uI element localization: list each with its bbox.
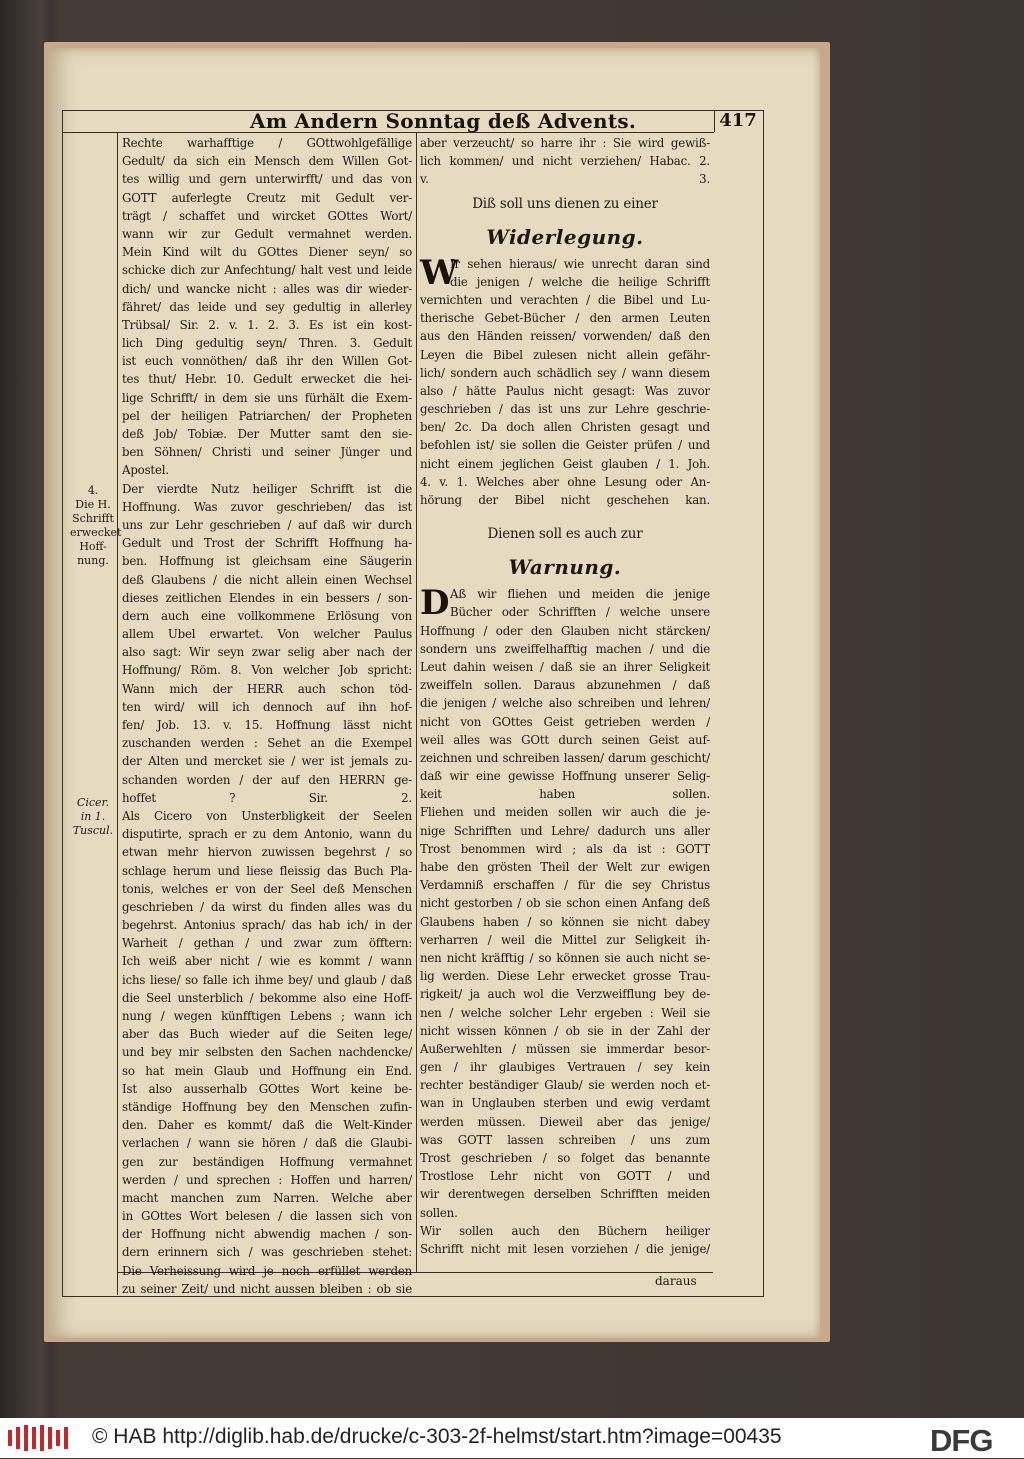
text-line: in GOttes Wort belesen / die lassen sich von (122, 1209, 412, 1224)
text-line: Glaubens haben / so können sie nicht dabey (420, 914, 710, 929)
text-line: Ist also ausserhalb GOttes Wort keine be- (122, 1081, 412, 1096)
text-line: Trübsal/ Sir. 2. v. 1. 2. 3. Es ist ein kost- (122, 317, 412, 332)
text-line: Hoffnung / oder den Glauben nicht stärcken/ (420, 623, 710, 638)
text-line: schanden worden / der auf den HERRN ge- (122, 772, 412, 787)
hab-logo-bars (8, 1425, 68, 1451)
text-line: begehrst. Antonius sprach/ das hab ich/ in der (122, 918, 412, 933)
heading-widerlegung: Widerlegung. (486, 224, 644, 249)
text-line: geschrieben / da wirst du finden alles was du (122, 899, 412, 914)
text-line: fähret/ das leide und sey gedultig in allerley (122, 299, 412, 314)
text-line: nen nicht kräfftig / so können sie auch nicht se- (420, 950, 710, 965)
hab-logo-bar (48, 1427, 52, 1449)
text-line: v. 3. (420, 172, 710, 187)
text-line: den. Daher es kommt/ daß die Welt-Kinder (122, 1118, 412, 1133)
hab-logo-bar (24, 1425, 28, 1451)
text-line: Trostlose Lehr nicht von GOTT / und (420, 1169, 710, 1184)
right-column (420, 134, 710, 1258)
heading-intro-2: Dienen soll es auch zur (487, 526, 643, 543)
text-line: dieses zeitlichen Elendes in ein bessers / son- (122, 590, 412, 605)
text-line: also / hätte Paulus nicht gesagt: Was zuvor (420, 383, 710, 398)
text-line: Leyen die Bibel zulesen nicht allein gefähr- (420, 347, 710, 362)
text-line: wir derentwegen derselben Schrifften meiden (420, 1187, 710, 1202)
text-line: lig werden. Diese Lehr erwecket grosse Trau- (420, 969, 710, 984)
heading-warnung: Warnung. (508, 555, 622, 580)
paragraph-lines (420, 291, 710, 509)
text-line: gen / ihr glaubiges Vertrauen / sey kein (420, 1060, 710, 1075)
paragraph-warnung (420, 585, 710, 1258)
margin-note-line: Die H. (75, 498, 111, 511)
catchword: daraus (655, 1274, 697, 1288)
text-line: schlage herum und liese fleissig das Buch Pla- (122, 863, 412, 878)
text-line: Bücher oder Schrifften / welche unsere (450, 605, 710, 620)
text-line: Verdamniß erschaffen / für die sey Christus (420, 878, 710, 893)
text-line: Hoffnung/ Röm. 8. Von welcher Job spricht: (122, 663, 412, 678)
hab-logo-bar (32, 1427, 36, 1449)
hab-logo-bar (16, 1427, 20, 1449)
text-line: Außerwehlten / müssen sie immerdar besor- (420, 1041, 710, 1056)
text-line: nicht einem jeglichen Geist glauben / 1. Joh. (420, 456, 710, 471)
text-line: hoffet ? Sir. 2. (122, 790, 412, 805)
text-line: etwan mehr hiervon zuwissen begehrst / so (122, 845, 412, 860)
margin-note-line: Tuscul. (72, 824, 114, 837)
text-line: Warheit / gethan / und zwar zum öfftern: (122, 936, 412, 951)
drop-initial: W (420, 252, 458, 293)
margin-note-line: in 1. (80, 810, 106, 823)
text-line: deß Glaubens / die nicht allein einen Wechsel (122, 572, 412, 587)
text-line: Als Cicero von Unsterbligkeit der Seelen (122, 808, 412, 823)
text-line: lige Schrifft/ in dem sie uns fürhält die Exem- (122, 390, 412, 405)
margin-note-line: erwecket (70, 526, 122, 539)
text-line: gen zur beständigen Hoffnung vermahnet (122, 1154, 412, 1169)
dfg-logo-icon: DFG (930, 1423, 993, 1458)
text-line: zuschanden werden : Sehet an die Exempel (122, 736, 412, 751)
margin-rule (117, 132, 118, 1295)
text-line: dich/ und wancke nicht : alles was dir wieder- (122, 281, 412, 296)
text-line: ist euch vonnöthen/ daß ihr den Willen Got- (122, 354, 412, 369)
text-line: ben/ 2c. Da doch allen Christen gesagt und (420, 420, 710, 435)
text-line: uns zur Lehr geschrieben / auf daß wir durch (122, 517, 412, 532)
text-line: sondern uns zweiffelhafftig machen / und die (420, 641, 710, 656)
paragraph-first-lines (420, 583, 710, 624)
text-line: tes willig und gern unterwirfft/ und das von (122, 172, 412, 187)
margin-note-line: Schrifft (72, 512, 114, 525)
text-line: dern auch eine vollkommene Erlösung von (122, 608, 412, 623)
text-line: Der vierdte Nutz heiliger Schrifft ist die (122, 481, 412, 496)
text-line: aber das Buch wieder auf die Seiten lege/ (122, 1027, 412, 1042)
text-line: ichs liese/ so falle ich ihme bey/ und glaub / daß (122, 972, 412, 987)
right-column-top (420, 134, 710, 189)
text-line: daß wir eine gewisse Hoffnung unserer Selig- (420, 769, 710, 784)
text-line: allem Ubel erwartet. Von welcher Paulus (122, 627, 412, 642)
text-line: aus den Händen reissen/ vorwenden/ daß den (420, 329, 710, 344)
text-line: Apostel. (122, 463, 169, 478)
margin-note-line: nung. (77, 554, 109, 567)
text-line: werden müssen. Dieweil aber das jenige/ (420, 1114, 710, 1129)
text-line: sollen. (420, 1205, 458, 1220)
heading-intro-1: Diß soll uns dienen zu einer (472, 195, 658, 212)
text-line: befohlen ist/ sie sollen die Geister prüfen / und (420, 438, 710, 453)
text-line: GOTT auferlegte Creutz mit Gedult ver- (122, 190, 412, 205)
text-line: ben. Hoffnung ist gleichsam eine Säugerin (122, 554, 412, 569)
margin-note-hope (70, 484, 122, 568)
footer-citation-link[interactable]: © HAB http://diglib.hab.de/drucke/c-303-2f-helmst/start.htm?image=00435 (92, 1425, 782, 1448)
text-line: deß Job/ Tobiæ. Der Mutter samt den sie- (122, 427, 412, 441)
text-line: ben Söhnen/ Christi und seiner Jünger und (122, 445, 412, 460)
text-line: Mein Kind wilt du GOttes Diener seyn/ so (122, 245, 412, 260)
text-line: so hat mein Glaub und Hoffnung ein End. (122, 1063, 412, 1078)
text-line: Trost benommen wird ; als da ist : GOTT (420, 841, 710, 856)
text-line: nige Schrifften und Lehre/ dadurch uns aller (420, 823, 710, 838)
text-line: verlachen / wann sie hören / daß die Glaubi- (122, 1136, 412, 1151)
hab-logo-bar (8, 1430, 12, 1446)
text-line: also sagt: Wir seyn zwar selig aber nach der (122, 645, 412, 660)
margin-note-line: Hoff- (79, 540, 107, 553)
text-line: rechter beständiger Glaub/ sie werden noch et- (420, 1078, 710, 1093)
text-line: nicht gestorben / ob sie schon einen Anfang deß (420, 896, 710, 911)
text-line: und bey mir selbsten den Sachen nachdencke/ (122, 1045, 412, 1060)
text-line: dern erinnern sich / was geschrieben stehet: (122, 1245, 412, 1260)
text-line: tes thut/ Hebr. 10. Gedult erwecket die hei- (122, 372, 412, 387)
text-line: aber verzeucht/ so harre ihr : Sie wird gewiß- (420, 136, 710, 150)
text-line: nen / welche solcher Lehr ergeben : Weil sie (420, 1005, 710, 1020)
text-line: zweiffeln sollen. Daraus abzunehmen / daß (420, 678, 710, 693)
hab-logo-bar (56, 1430, 60, 1446)
text-line: hörung der Bibel nicht geschehen kan. (420, 493, 710, 507)
page-number: 417 (719, 110, 757, 131)
left-column (122, 134, 412, 1298)
paragraph-lines (420, 622, 710, 1259)
text-line: zeichnen und schreiben lassen/ darum geschicht/ (420, 750, 710, 765)
text-line: zu seiner Zeit/ und nicht aussen bleiben : ob sie (122, 1281, 412, 1296)
text-line: Rechte warhafftige / GOttwohlgefällige (122, 136, 412, 150)
drop-initial: D (420, 583, 450, 624)
text-line: vernichten und verachten / die Bibel und Lu- (420, 292, 710, 307)
text-line: Ir sehen hieraus/ wie unrecht daran sind (450, 256, 710, 271)
text-line: Aß wir fliehen und meiden die jenige (450, 587, 710, 602)
text-line: ten wird/ will ich dennoch auf ihn hof- (122, 699, 412, 714)
text-line: geschrieben / das ist uns zur Lehre geschrie- (420, 402, 710, 417)
text-line: Gedult und Trost der Schrifft Hoffnung ha- (122, 536, 412, 551)
text-line: therische Gebet-Bücher / den armen Leuten (420, 311, 710, 326)
text-line: die Seel unsterblich / bekomme also eine Hoff- (122, 990, 412, 1005)
margin-note-line: 4. (87, 484, 99, 497)
margin-note-cicero (70, 796, 116, 838)
text-line: die jenigen / welche also schreiben und lehren/ (420, 696, 710, 711)
text-line: weil alles was GOtt durch seinen Geist auf- (420, 732, 710, 747)
text-line: tonis, welches er von der Seel deß Menschen (122, 881, 412, 896)
text-line: Trost geschrieben / so folget das benannte (420, 1151, 710, 1165)
text-line: rigkeit/ ja auch wol die Verzweifflung bey de- (420, 987, 710, 1002)
text-line: wan in Unglauben sterben und ewig verdamt (420, 1096, 710, 1111)
text-line: trägt / schaffet und wircket GOttes Wort/ (122, 208, 412, 223)
paragraph-first-lines (420, 252, 710, 293)
text-line: die jenigen / welche die heilige Schrifft (450, 274, 710, 289)
text-line: 4. v. 1. Welches aber ohne Lesung oder An- (420, 474, 710, 489)
text-line: disputirte, sprach er zu dem Antonio, wann du (122, 827, 412, 842)
running-header: Am Andern Sonntag deß Advents. (250, 109, 637, 133)
text-line: Wann mich der HERR auch schon töd- (122, 681, 412, 696)
paragraph-widerlegung (420, 252, 710, 510)
text-line: wann wir zur Gedult vermahnet werden. (122, 226, 412, 241)
margin-note-line: Cicer. (76, 796, 110, 809)
text-line: lich/ sondern auch schädlich sey / wann diesem (420, 365, 710, 380)
text-line: Wir sollen auch den Büchern heiliger (420, 1223, 710, 1238)
text-line: Gedult/ da sich ein Mensch dem Willen Got- (122, 154, 412, 169)
text-line: pel der heiligen Patriarchen/ der Propheten (122, 408, 412, 423)
text-line: werden / und sprechen : Hoffen und harren/ (122, 1172, 412, 1187)
text-line: lich Ding gedultig seyn/ Thren. 3. Gedult (122, 336, 412, 351)
text-line: Die Verheissung wird je noch erfüllet werden (122, 1263, 412, 1278)
text-line: Leut dahin weisen / daß sie an ihrer Seligkeit (420, 659, 710, 674)
column-rule (416, 132, 417, 1272)
hab-logo-icon (4, 1424, 74, 1452)
text-line: nung / wegen künfftigen Lebens ; wann ich (122, 1009, 412, 1023)
text-line: Schrifft nicht mit lesen vorziehen / die jenige/ (420, 1241, 710, 1256)
hab-logo-bar (40, 1425, 44, 1451)
text-line: verharren / weil die Mittel zur Seligkeit ih- (420, 932, 710, 947)
text-line: lich kommen/ und nicht verziehen/ Habac. 2. (420, 154, 710, 169)
text-line: fen/ Job. 13. v. 15. Hoffnung lässt nicht (122, 718, 412, 732)
text-line: der Alten und mercket sie / wer ist jemals zu- (122, 754, 412, 769)
text-line: der Hoffnung nicht abwendig machen / son- (122, 1227, 412, 1242)
text-line: Ich weiß aber nicht / wie es kommt / wann (122, 954, 412, 969)
text-line: keit haben sollen. (420, 787, 710, 802)
text-line: habe den grösten Theil der Welt zur ewigen (420, 860, 710, 874)
text-line: schicke dich zur Anfechtung/ halt vest und leide (122, 263, 412, 278)
text-line: ständige Hoffnung bey den Menschen zufin- (122, 1099, 412, 1114)
text-line: Hoffnung. Was zuvor geschrieben/ das ist (122, 499, 412, 514)
footer-bar (0, 1418, 1024, 1458)
text-line: Fliehen und meiden sollen wir auch die je- (420, 805, 710, 820)
text-line: was GOTT lassen schreiben / uns zum (420, 1132, 710, 1147)
text-line: nicht wissen können / ob sie in der Zahl der (420, 1023, 710, 1038)
text-line: nicht von GOttes Geist getrieben werden / (420, 714, 710, 729)
text-line: macht manchen zum Narren. Welche aber (122, 1190, 412, 1205)
hab-logo-bar (64, 1427, 68, 1449)
